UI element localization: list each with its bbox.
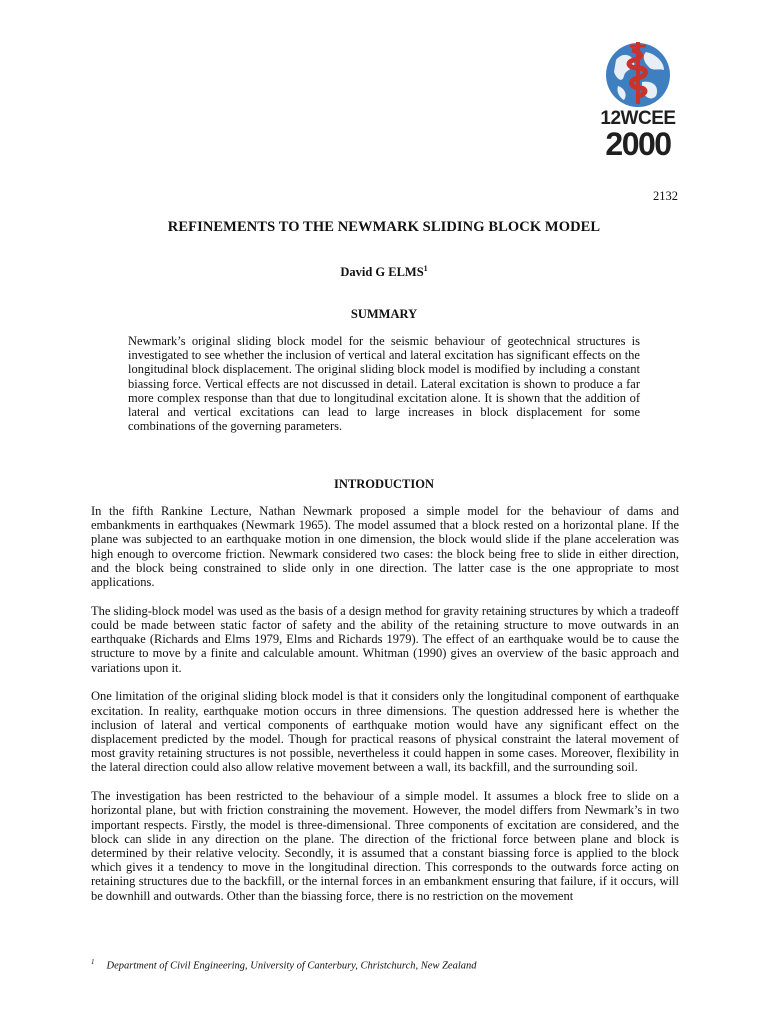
paragraph: The investigation has been restricted to the behaviour of a simple model. It assumes a block free to slide on a horizontal plane, but with friction constraining the movement. However, the model differs from Newmark’s in two important respects. Firstly, the model is three-dimensional. Three components of excitation are considered, and the block can slide in any direction on the plane. The direction of the frictional force between plane and block is determined by their relative velocity. Secondly, it is assumed that a constant biassing force is applied to the block which gives it a tendency to move in the longitudinal direction. This corresponds to the outwards force acting on retaining structures due to the backfill, or the internal forces in an embankment ensuring that failure, if it occurs, will be downhill and outwards. Other than the biassing force, there is no restriction on the movement bbox=[91, 789, 679, 903]
summary-text: Newmark’s original sliding block model for the seismic behaviour of geotechnical structures is investigated to see whether the inclusion of vertical and lateral excitation has significant effects on the longitudinal block displacement. The original sliding block model is modified by including a constant biassing force. Vertical effects are not discussed in detail. Lateral excitation is shown to produce a far more complex response than that due to longitudinal excitation alone. It is shown that the addition of lateral and vertical excitations can lead to large increases in block displacement for some combinations of the governing parameters. bbox=[128, 334, 640, 434]
globe-icon bbox=[598, 38, 678, 110]
footnote-text: Department of Civil Engineering, University of Canterbury, Christchurch, New Zealand bbox=[106, 960, 477, 972]
footnote-mark: 1 bbox=[91, 958, 95, 966]
footnote bbox=[91, 958, 477, 972]
paper-title: REFINEMENTS TO THE NEWMARK SLIDING BLOCK MODEL bbox=[167, 219, 601, 235]
logo-wordmark-top: 12WCEE bbox=[600, 108, 676, 129]
paragraph: One limitation of the original sliding block model is that it considers only the longitudinal component of earthquake excitation. In reality, earthquake motion occurs in three dimensions. The question addressed here is whether the inclusion of lateral and vertical components of earthquake motion would have any significant effect on the displacement predicted by the model. Though for practical reasons of physical constraint the lateral movement of most gravity retaining structures is not possible, nevertheless it could happen in some cases. Moreover, flexibility in the lateral direction could also allow relative movement between a wall, its backfill, and the surrounding soil. bbox=[91, 689, 679, 775]
summary-heading: SUMMARY bbox=[350, 307, 418, 321]
introduction-heading: INTRODUCTION bbox=[333, 477, 434, 491]
author-name: David G ELMS bbox=[340, 265, 424, 280]
author-line bbox=[0, 264, 768, 280]
paragraph: In the fifth Rankine Lecture, Nathan Newmark proposed a simple model for the behaviour of dams and embankments in earthquakes (Newmark 1965). The model assumed that a block rested on a horizontal plane. If the plane was subjected to an earthquake motion in one dimension, the block would slide if the plane acceleration was high enough to overcome friction. Newmark considered two cases: the block being free to slide in either direction, and the block being constrained to slide only in one direction. The latter case is the one appropriate to most applications. bbox=[91, 504, 679, 590]
paper-number: 2132 bbox=[653, 189, 678, 203]
logo-wordmark-year: 2000 bbox=[605, 126, 671, 162]
author-footnote-mark: 1 bbox=[423, 264, 428, 273]
paragraph: The sliding-block model was used as the basis of a design method for gravity retaining structures by which a tradeoff could be made between static factor of safety and the ability of the retaining structure to move outwards in an earthquake (Richards and Elms 1979, Elms and Richards 1979). The effect of an earthquake would be to cause the structure to move by a finite and calculable amount. Whitman (1990) gives an overview of the basic approach and variations upon it. bbox=[91, 603, 679, 675]
introduction-body bbox=[91, 504, 679, 917]
conference-logo bbox=[598, 38, 678, 162]
